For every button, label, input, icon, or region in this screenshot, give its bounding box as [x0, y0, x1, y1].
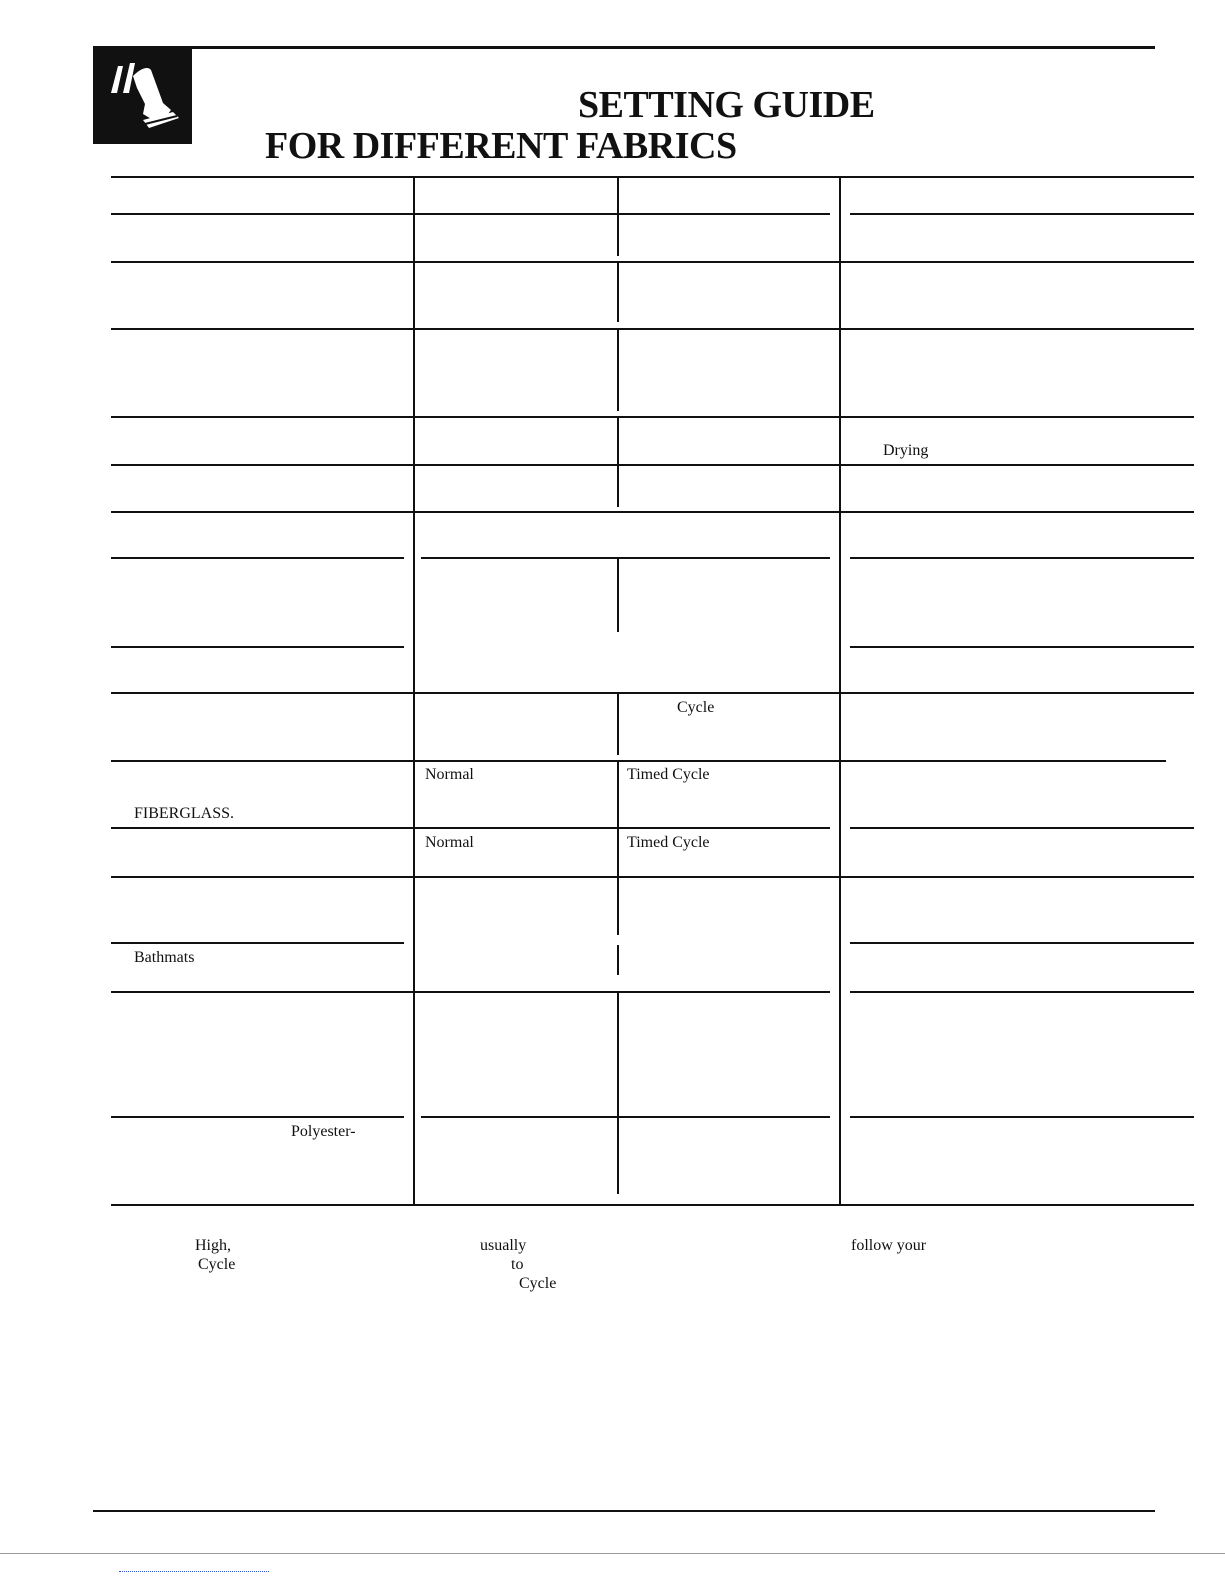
- top-rule: [93, 46, 1155, 49]
- footer-rule: [0, 1553, 1225, 1554]
- note-word: usually: [480, 1237, 527, 1254]
- table-rule: [111, 876, 1194, 878]
- table-rule: [111, 557, 404, 559]
- note-word: Cycle: [519, 1275, 557, 1292]
- table-rule: [850, 1116, 1194, 1118]
- table-cell: Drying: [883, 442, 929, 459]
- table-cell: Polyester-: [291, 1123, 356, 1140]
- column-divider: [617, 417, 619, 507]
- table-rule: [111, 827, 830, 829]
- table-cell: Timed Cycle: [627, 834, 710, 851]
- table-rule: [850, 557, 1194, 559]
- column-divider: [617, 762, 619, 876]
- table-cell: Timed Cycle: [627, 766, 710, 783]
- table-rule: [850, 991, 1194, 993]
- table-rule: [111, 464, 1194, 466]
- hand-pressing-button-icon: [93, 48, 192, 144]
- table-rule: [111, 261, 1194, 263]
- table-rule: [111, 760, 1166, 762]
- note-word: to: [511, 1256, 524, 1273]
- title-line-2: FOR DIFFERENT FABRICS: [265, 125, 737, 167]
- table-cell: Cycle: [677, 699, 715, 716]
- table-rule: [111, 176, 1194, 178]
- table-rule: [111, 942, 404, 944]
- table-cell: Normal: [425, 834, 474, 851]
- table-rule: [111, 416, 1194, 418]
- table-cell: Bathmats: [134, 949, 195, 966]
- column-divider: [617, 262, 619, 322]
- table-rule: [111, 1116, 404, 1118]
- note-word: Cycle: [198, 1256, 236, 1273]
- table-rule: [111, 692, 1194, 694]
- table-cell: Normal: [425, 766, 474, 783]
- footer-dotted-mark: [119, 1571, 269, 1573]
- table-rule: [850, 213, 1194, 215]
- column-divider: [839, 176, 841, 1204]
- table-rule: [111, 991, 830, 993]
- table-rule: [850, 942, 1194, 944]
- column-divider: [413, 176, 415, 1204]
- table-rule: [111, 213, 830, 215]
- table-cell: FIBERGLASS.: [134, 805, 235, 822]
- table-rule: [421, 557, 830, 559]
- table-rule: [421, 1116, 830, 1118]
- column-divider: [617, 945, 619, 975]
- column-divider: [617, 877, 619, 935]
- note-word: High,: [195, 1237, 231, 1254]
- column-divider: [617, 176, 619, 256]
- column-divider: [617, 693, 619, 755]
- table-rule: [111, 511, 1194, 513]
- column-divider: [617, 329, 619, 411]
- table-rule: [111, 1204, 1194, 1206]
- column-divider: [617, 992, 619, 1194]
- bottom-rule: [93, 1510, 1155, 1512]
- column-divider: [617, 558, 619, 632]
- note-word: follow your: [851, 1237, 927, 1254]
- table-rule: [850, 646, 1194, 648]
- table-rule: [111, 646, 404, 648]
- table-rule: [111, 328, 1194, 330]
- title-line-1: SETTING GUIDE: [578, 84, 875, 126]
- table-rule: [850, 827, 1194, 829]
